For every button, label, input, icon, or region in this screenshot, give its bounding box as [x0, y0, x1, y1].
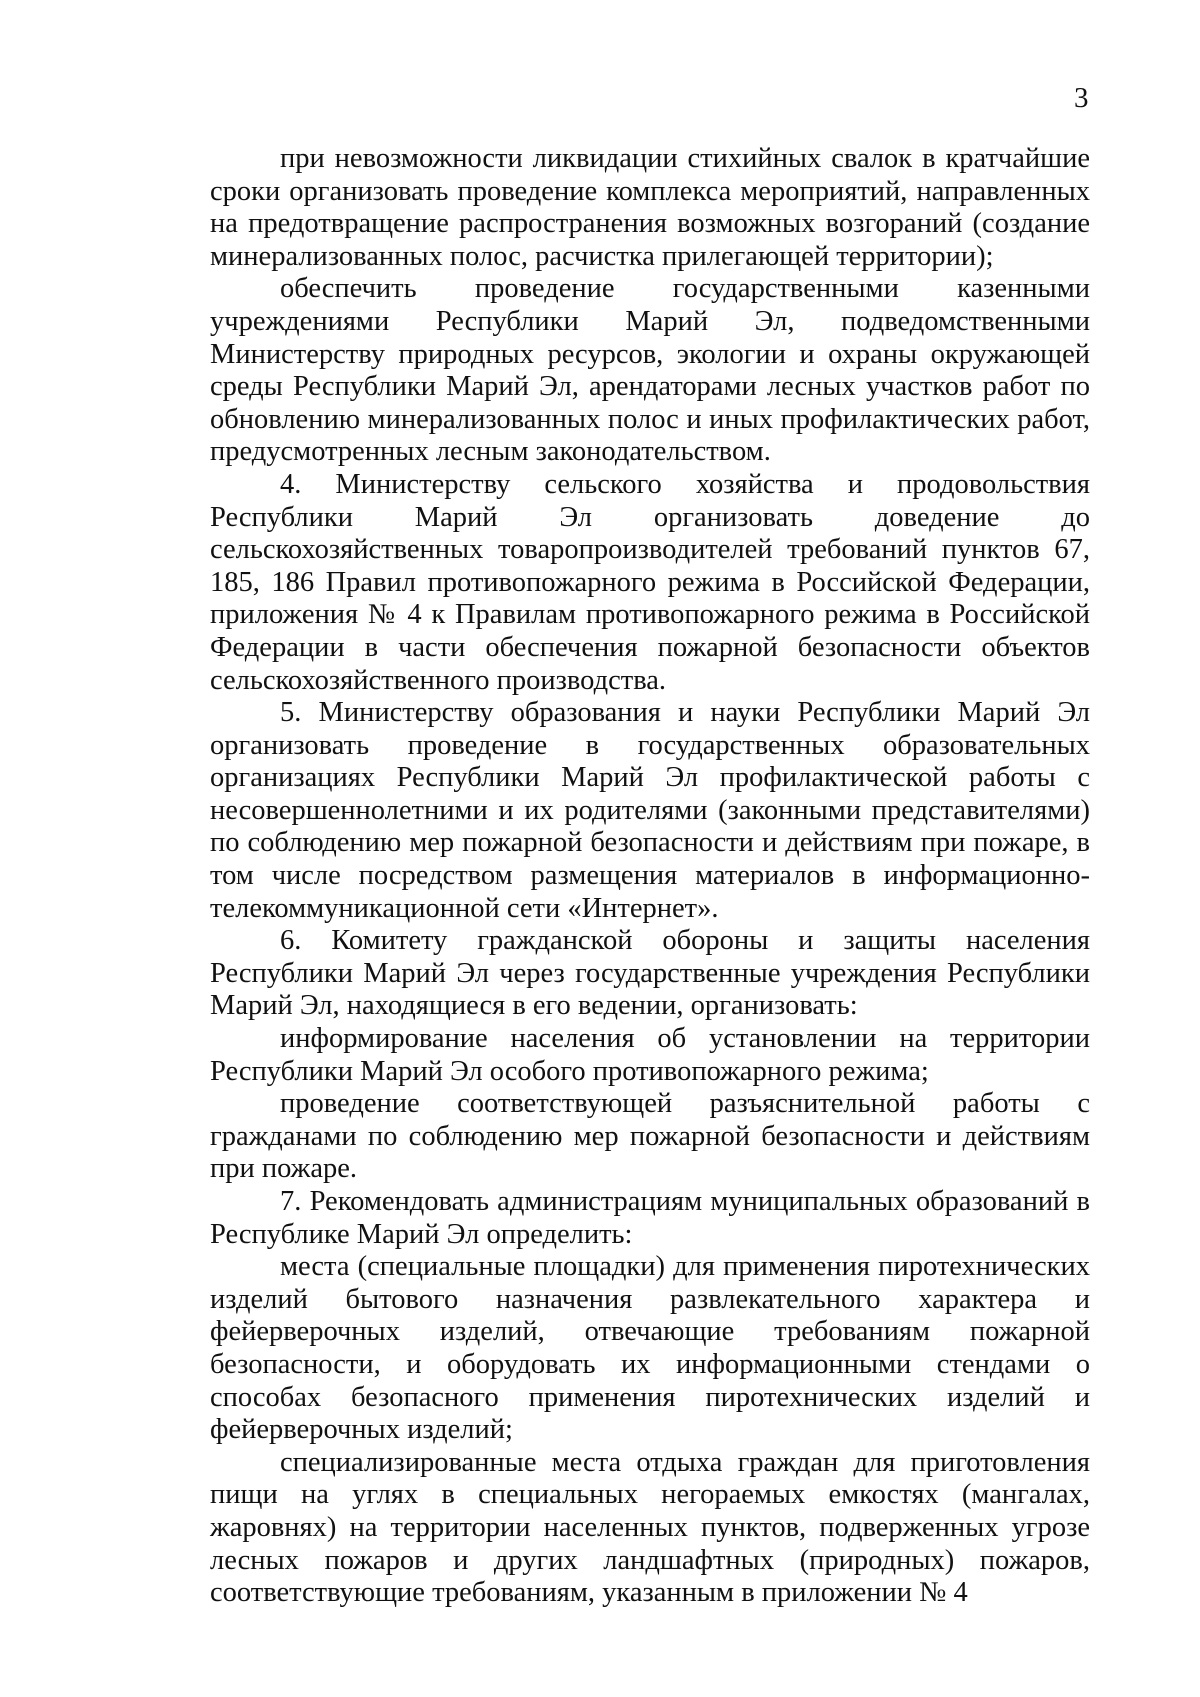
paragraph-recreation-places: специализированные места отдыха граждан для приготовления пищи на углях в специальных негораемых емкостях (мангалах, жаровнях) на территории населенных пунктов, подверженных угрозе лесных пожаров и других ландшафтных (природных) пожаров, соответствующие требованиям, указанным в приложении № 4 — [210, 1446, 1090, 1609]
page-number: 3 — [1074, 82, 1089, 114]
paragraph-item-4-agriculture: 4. Министерству сельского хозяйства и продовольствия Республики Марий Эл организовать доведение до сельскохозяйственных товаропроизводителей требований пунктов 67, 185, 186 Правил противопожарного режима в Российской Федерации, приложения № 4 к Правилам противопожарного режима в Российской Федерации в части обеспечения пожарной безопасности объектов сельскохозяйственного производства. — [210, 468, 1090, 696]
paragraph-explanatory-work: проведение соответствующей разъяснительной работы с гражданами по соблюдению мер пожарной безопасности и действиям при пожаре. — [210, 1088, 1090, 1185]
paragraph-informing-population: информирование населения об установлении на территории Республики Марий Эл особого противопожарного режима; — [210, 1023, 1090, 1087]
paragraph-landfill-measures: при невозможности ликвидации стихийных свалок в кратчайшие сроки организовать проведение комплекса мероприятий, направленных на предотвращение распространения возможных возгораний (создание минерализованных полос, расчистка прилегающей территории); — [210, 143, 1090, 272]
paragraph-mineralized-strips: обеспечить проведение государственными казенными учреждениями Республики Марий Эл, подведомственными Министерству природных ресурсов, экологии и охраны окружающей среды Республики Марий Эл, арендаторами лесных участков работ по обновлению минерализованных полос и иных профилактических работ, предусмотренных лесным законодательством. — [210, 273, 1090, 468]
paragraph-item-7-municipalities: 7. Рекомендовать администрациям муниципальных образований в Республике Марий Эл определить: — [210, 1186, 1090, 1250]
paragraph-pyrotechnics-sites: места (специальные площадки) для применения пиротехнических изделий бытового назначения развлекательного характера и фейерверочных изделий, отвечающие требованиям пожарной безопасности, и оборудовать их информационными стендами о способах безопасного применения пиротехнических изделий и фейерверочных изделий; — [210, 1251, 1090, 1446]
document-body — [210, 143, 1090, 1610]
paragraph-item-6-civil-defense: 6. Комитету гражданской обороны и защиты населения Республики Марий Эл через государственные учреждения Республики Марий Эл, находящиеся в его ведении, организовать: — [210, 925, 1090, 1022]
paragraph-item-5-education: 5. Министерству образования и науки Республики Марий Эл организовать проведение в государственных образовательных организациях Республики Марий Эл профилактической работы с несовершеннолетними и их родителями (законными представителями) по соблюдению мер пожарной безопасности и действиям при пожаре, в том числе посредством размещения материалов в информационно-телекоммуникационной сети «Интернет». — [210, 697, 1090, 924]
